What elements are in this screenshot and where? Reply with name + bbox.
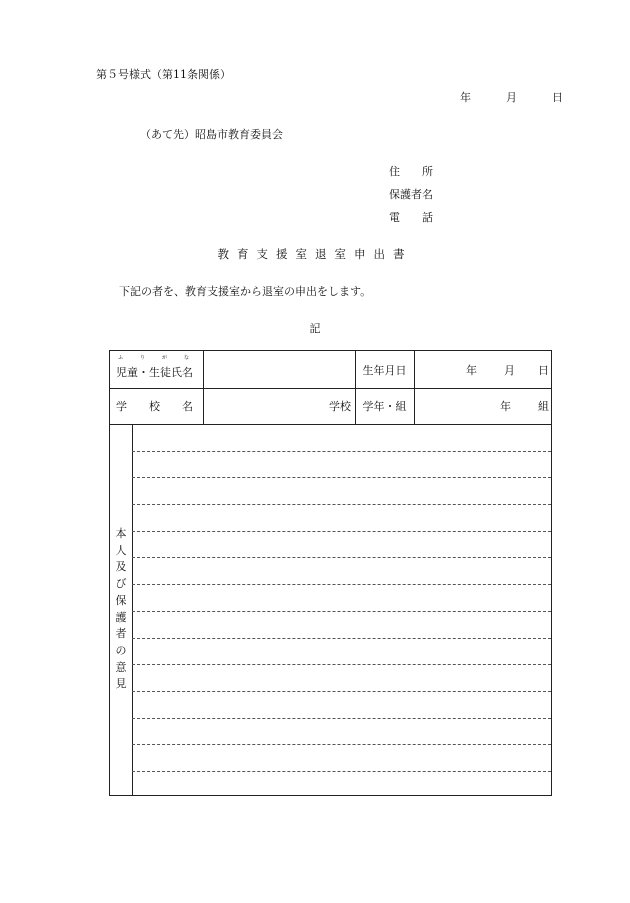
opinion-label-char: 者 bbox=[115, 627, 127, 641]
furigana: り bbox=[140, 355, 146, 361]
opinion-label-char: 人 bbox=[115, 543, 127, 557]
student-name-field[interactable] bbox=[203, 351, 355, 388]
school-suffix: 学校 bbox=[329, 400, 351, 413]
phone-label: 電 話 bbox=[389, 211, 433, 224]
date-month-label: 月 bbox=[506, 91, 517, 104]
student-name-label: 児童・生徒氏名 bbox=[116, 365, 193, 379]
school-name-field[interactable] bbox=[203, 388, 355, 424]
ki-heading: 記 bbox=[309, 322, 321, 335]
grade-class-field[interactable] bbox=[414, 388, 553, 424]
opinion-label-char: 保 bbox=[115, 593, 127, 607]
date-day-label: 日 bbox=[552, 91, 563, 104]
opinion-ruled-line bbox=[132, 718, 551, 719]
opinion-ruled-line bbox=[132, 611, 551, 612]
opinion-ruled-line bbox=[132, 664, 551, 665]
guardian-name-label: 保護者名 bbox=[389, 188, 433, 201]
opinion-ruled-line bbox=[132, 771, 551, 772]
opinion-ruled-line bbox=[132, 451, 551, 452]
birthdate-label: 生年月日 bbox=[362, 363, 407, 377]
submission-date bbox=[460, 89, 563, 105]
student-name-label-cell bbox=[110, 351, 203, 388]
opinion-ruled-line bbox=[132, 638, 551, 639]
application-form-table bbox=[109, 350, 552, 796]
furigana: ふ bbox=[118, 355, 124, 361]
opinion-label-cell bbox=[110, 424, 132, 795]
opinion-ruled-line bbox=[132, 691, 551, 692]
birth-day-label: 日 bbox=[538, 363, 549, 377]
opinion-label-char: 意 bbox=[115, 660, 127, 674]
addressee: （あて先）昭島市教育委員会 bbox=[140, 128, 283, 141]
school-label: 学 校 名 bbox=[116, 400, 193, 413]
opinion-ruled-line bbox=[132, 504, 551, 505]
school-label-cell bbox=[110, 388, 203, 424]
address-label: 住 所 bbox=[389, 165, 433, 178]
body-text: 下記の者を、教育支援室から退室の申出をします。 bbox=[119, 285, 372, 298]
grade-class-label: 学年・組 bbox=[362, 400, 407, 413]
grade-suffix: 年 bbox=[500, 400, 511, 413]
date-year-label: 年 bbox=[460, 91, 471, 104]
opinion-ruled-line bbox=[132, 557, 551, 558]
grade-class-label-cell bbox=[355, 388, 414, 424]
opinion-label-char: 本 bbox=[115, 526, 127, 540]
opinion-label-char: 見 bbox=[115, 677, 127, 691]
opinion-label-char: び bbox=[115, 577, 127, 591]
birthdate-field[interactable] bbox=[414, 351, 553, 388]
document-title: 教育支援室退室申出書 bbox=[217, 247, 413, 261]
furigana: な bbox=[184, 355, 190, 361]
opinion-ruled-line bbox=[132, 477, 551, 478]
birth-month-label: 月 bbox=[504, 363, 515, 377]
opinion-label-char: 及 bbox=[115, 560, 127, 574]
form-number: 第５号様式（第11条関係） bbox=[96, 68, 231, 81]
opinion-ruled-line bbox=[132, 744, 551, 745]
opinion-label-char: の bbox=[115, 643, 127, 657]
opinion-label bbox=[110, 424, 132, 795]
opinion-ruled-line bbox=[132, 584, 551, 585]
opinion-field[interactable] bbox=[132, 424, 551, 795]
furigana: が bbox=[162, 355, 168, 361]
opinion-ruled-line bbox=[132, 531, 551, 532]
class-suffix: 組 bbox=[538, 400, 549, 413]
birth-year-label: 年 bbox=[466, 363, 477, 377]
birthdate-label-cell bbox=[355, 351, 414, 388]
opinion-label-char: 護 bbox=[115, 610, 127, 624]
